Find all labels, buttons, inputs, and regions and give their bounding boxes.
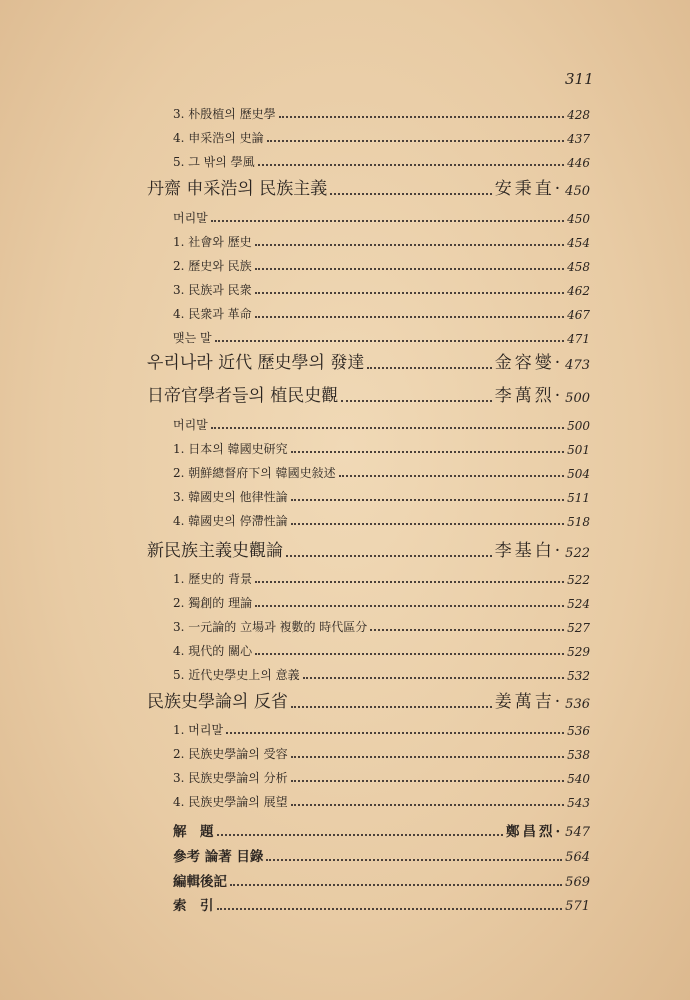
toc-entry-page: 536 bbox=[565, 697, 590, 712]
toc-entry-title: 1. 머리말 bbox=[173, 723, 224, 737]
toc-entry-title: 4. 民衆과 革命 bbox=[173, 307, 252, 321]
toc-entry bbox=[0, 843, 590, 865]
toc-entry-page: 511 bbox=[567, 491, 590, 505]
toc-entry-title: 3. 韓國史의 他律性論 bbox=[173, 490, 288, 504]
dot-leader bbox=[291, 705, 492, 708]
toc-entry-title: 4. 申采浩의 史論 bbox=[173, 131, 264, 145]
dot-leader bbox=[266, 858, 562, 861]
toc-entry bbox=[0, 613, 590, 635]
dot-leader bbox=[291, 498, 564, 501]
dot-leader bbox=[255, 604, 564, 607]
toc-entry bbox=[0, 661, 590, 683]
toc-entry-page: 536 bbox=[567, 724, 590, 738]
toc-entry-author: 安秉直· bbox=[494, 179, 564, 199]
toc-entry bbox=[0, 740, 590, 762]
toc-entry-title: 2. 朝鮮總督府下의 韓國史敍述 bbox=[173, 466, 336, 480]
toc-entry-title: 3. 一元論的 立場과 複數的 時代區分 bbox=[173, 620, 368, 634]
dot-leader bbox=[267, 139, 564, 142]
toc-entry bbox=[0, 764, 590, 786]
toc-entry bbox=[0, 788, 590, 810]
toc-entry-title: 머리말 bbox=[173, 211, 208, 225]
toc-entry-title: 2. 歷史와 民族 bbox=[173, 259, 252, 273]
toc-entry-author: 李萬烈· bbox=[494, 386, 564, 406]
toc-entry-title: 新民族主義史觀論 bbox=[147, 541, 283, 561]
dot-leader bbox=[279, 115, 564, 118]
toc-entry bbox=[0, 539, 590, 561]
toc-entry-title: 5. 近代史學史上의 意義 bbox=[173, 668, 300, 682]
page-number: 311 bbox=[565, 70, 594, 88]
toc-entry bbox=[0, 507, 590, 529]
toc-entry bbox=[0, 100, 590, 122]
toc-entry bbox=[0, 252, 590, 274]
toc-entry bbox=[0, 124, 590, 146]
toc-entry bbox=[0, 459, 590, 481]
dot-leader bbox=[286, 554, 492, 557]
toc-entry-page: 522 bbox=[567, 573, 590, 587]
toc-entry bbox=[0, 589, 590, 611]
toc-entry bbox=[0, 177, 590, 199]
toc-entry-title: 日帝官學者들의 植民史觀 bbox=[147, 386, 339, 406]
dot-leader bbox=[215, 339, 565, 342]
toc-entry-page: 467 bbox=[567, 308, 590, 322]
dot-leader bbox=[339, 474, 564, 477]
toc-entry-title: 4. 現代的 關心 bbox=[173, 644, 253, 658]
toc-entry-page: 571 bbox=[565, 899, 590, 914]
toc-entry bbox=[0, 716, 590, 738]
toc-entry bbox=[0, 892, 590, 914]
dot-leader bbox=[217, 833, 503, 836]
toc-entry bbox=[0, 411, 590, 433]
toc-entry-author: 李基白· bbox=[494, 541, 564, 561]
toc-entry-page: 547 bbox=[565, 825, 590, 840]
toc-entry-page: 446 bbox=[567, 156, 590, 170]
toc-entry bbox=[0, 637, 590, 659]
toc-entry-title: 2. 獨創的 理論 bbox=[173, 596, 253, 610]
dot-leader bbox=[341, 399, 492, 402]
dot-leader bbox=[367, 366, 491, 369]
toc-entry-page: 500 bbox=[565, 391, 590, 406]
dot-leader bbox=[211, 219, 564, 222]
toc-entry bbox=[0, 565, 590, 587]
toc-entry-page: 473 bbox=[565, 358, 590, 373]
toc-entry-title: 3. 朴殷植의 歷史學 bbox=[173, 107, 276, 121]
toc-entry-page: 532 bbox=[567, 669, 590, 683]
dot-leader bbox=[291, 522, 564, 525]
toc-entry bbox=[0, 300, 590, 322]
toc-entry-title: 編輯後記 bbox=[173, 874, 227, 890]
toc-entry-page: 529 bbox=[567, 645, 590, 659]
dot-leader bbox=[370, 628, 564, 631]
toc-entry-title: 4. 韓國史의 停滯性論 bbox=[173, 514, 288, 528]
dot-leader bbox=[291, 450, 564, 453]
toc-entry-title: 3. 民族史學論의 分析 bbox=[173, 771, 288, 785]
dot-leader bbox=[230, 883, 562, 886]
toc-entry-author: 鄭昌烈· bbox=[505, 824, 564, 840]
toc-entry bbox=[0, 148, 590, 170]
toc-entry-page: 458 bbox=[567, 260, 590, 274]
toc-entry-page: 518 bbox=[567, 515, 590, 529]
toc-entry-title: 1. 社會와 歷史 bbox=[173, 235, 252, 249]
dot-leader bbox=[255, 315, 564, 318]
dot-leader bbox=[330, 192, 492, 195]
toc-entry-page: 522 bbox=[565, 546, 590, 561]
toc-entry-page: 428 bbox=[567, 108, 590, 122]
dot-leader bbox=[255, 291, 564, 294]
toc-entry-title: 參考 論著 目錄 bbox=[173, 849, 264, 865]
toc-entry-title: 丹齋 申采浩의 民族主義 bbox=[147, 179, 328, 199]
toc-entry bbox=[0, 435, 590, 457]
toc-entry-page: 450 bbox=[565, 184, 590, 199]
toc-entry-title: 3. 民族과 民衆 bbox=[173, 283, 252, 297]
toc-entry-author: 姜萬吉· bbox=[494, 692, 564, 712]
toc-entry-title: 1. 日本의 韓國史研究 bbox=[173, 442, 288, 456]
toc-entry-page: 471 bbox=[567, 332, 590, 346]
toc-entry-page: 540 bbox=[567, 772, 590, 786]
toc-entry-page: 569 bbox=[565, 875, 590, 890]
toc-entry-title: 1. 歷史的 背景 bbox=[173, 572, 253, 586]
toc-entry bbox=[0, 228, 590, 250]
toc-entry-page: 501 bbox=[567, 443, 590, 457]
toc-entry-title: 解 題 bbox=[173, 824, 214, 840]
toc-entry-title: 5. 그 밖의 學風 bbox=[173, 155, 255, 169]
dot-leader bbox=[255, 652, 564, 655]
toc-entry-author: 金容燮· bbox=[494, 353, 564, 373]
toc-entry bbox=[0, 384, 590, 406]
toc-entry-page: 437 bbox=[567, 132, 590, 146]
dot-leader bbox=[291, 803, 564, 806]
toc-entry-page: 543 bbox=[567, 796, 590, 810]
toc-entry-page: 504 bbox=[567, 467, 590, 481]
toc-entry-page: 462 bbox=[567, 284, 590, 298]
toc-entry bbox=[0, 276, 590, 298]
toc-entry bbox=[0, 818, 590, 840]
toc-entry-title: 머리말 bbox=[173, 418, 208, 432]
toc-entry-page: 450 bbox=[567, 212, 590, 226]
toc-entry-title: 맺는 말 bbox=[173, 331, 212, 345]
toc-entry-title: 우리나라 近代 歷史學의 發達 bbox=[147, 353, 365, 373]
toc-entry-title: 索 引 bbox=[173, 898, 214, 914]
toc-entry-page: 454 bbox=[567, 236, 590, 250]
toc-entry-page: 524 bbox=[567, 597, 590, 611]
dot-leader bbox=[211, 426, 564, 429]
dot-leader bbox=[217, 907, 563, 910]
toc-entry-page: 538 bbox=[567, 748, 590, 762]
toc-entry bbox=[0, 351, 590, 373]
toc-entry bbox=[0, 690, 590, 712]
dot-leader bbox=[255, 267, 564, 270]
dot-leader bbox=[258, 163, 564, 166]
toc-entry-page: 500 bbox=[567, 419, 590, 433]
toc-entry-page: 564 bbox=[565, 850, 590, 865]
toc-entry-title: 民族史學論의 反省 bbox=[147, 692, 288, 712]
toc-entry-title: 2. 民族史學論의 受容 bbox=[173, 747, 288, 761]
toc-entry bbox=[0, 483, 590, 505]
toc-entry-title: 4. 民族史學論의 展望 bbox=[173, 795, 288, 809]
dot-leader bbox=[303, 676, 564, 679]
toc-entry-page: 527 bbox=[567, 621, 590, 635]
dot-leader bbox=[255, 580, 564, 583]
dot-leader bbox=[291, 779, 564, 782]
dot-leader bbox=[291, 755, 564, 758]
toc-entry bbox=[0, 204, 590, 226]
toc-entry bbox=[0, 324, 590, 346]
toc-entry bbox=[0, 868, 590, 890]
dot-leader bbox=[226, 731, 564, 734]
dot-leader bbox=[255, 243, 564, 246]
